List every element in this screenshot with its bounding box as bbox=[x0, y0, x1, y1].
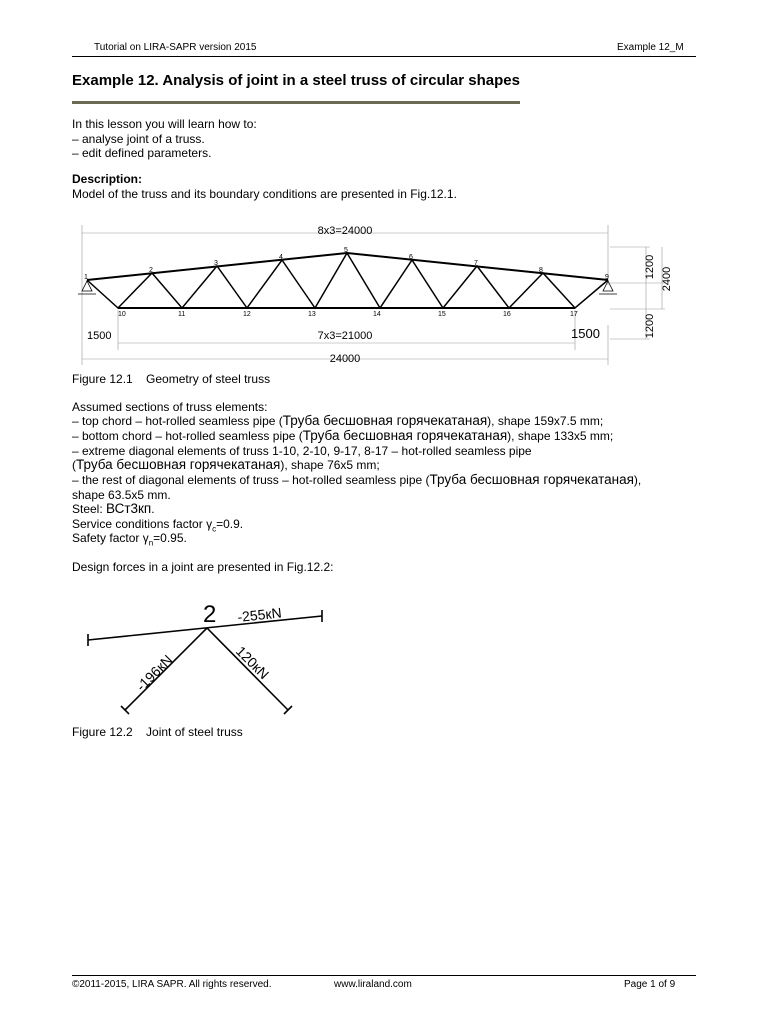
service-conditions-factor: Service conditions factor $\gamma_c=0.9$. bbox=[72, 517, 244, 534]
node-label: 2 bbox=[149, 267, 153, 274]
header-rule bbox=[72, 56, 696, 57]
dim-top: 8x3=24000 bbox=[317, 225, 373, 237]
force-right-diagonal: 120кN bbox=[232, 642, 273, 683]
steel-grade: Steel: ВСт3кп. bbox=[72, 501, 155, 516]
node-label: 9 bbox=[605, 274, 609, 281]
node-label: 13 bbox=[308, 311, 316, 318]
node-label: 15 bbox=[438, 311, 446, 318]
node-label: 4 bbox=[279, 254, 283, 261]
figure-1-caption: Figure 12.1 Geometry of steel truss bbox=[72, 372, 271, 386]
section-extreme-diagonals: – extreme diagonal elements of truss 1-10, 2-10, 9-17, 8-17 – hot-rolled seamless pipe bbox=[72, 444, 532, 458]
header-example-id: Example 12_M bbox=[617, 42, 684, 53]
sections-lead: Assumed sections of truss elements: bbox=[72, 400, 268, 414]
node-label: 16 bbox=[503, 311, 511, 318]
footer-website[interactable]: www.liraland.com bbox=[334, 979, 412, 990]
intro-lead: In this lesson you will learn how to: bbox=[72, 117, 257, 131]
footer-rule bbox=[72, 975, 696, 976]
figure-2-caption: Figure 12.2 Joint of steel truss bbox=[72, 725, 243, 739]
dim-left: 1500 bbox=[87, 330, 112, 342]
dim-v2: 2400 bbox=[661, 266, 673, 292]
node-label: 14 bbox=[373, 311, 381, 318]
truss-geometry-figure bbox=[60, 215, 673, 375]
force-top-chord: -255кN bbox=[236, 604, 283, 625]
node-label: 5 bbox=[344, 247, 348, 254]
node-label: 10 bbox=[118, 311, 126, 318]
dim-bottom: 24000 bbox=[329, 353, 361, 365]
dim-v1: 1200 bbox=[644, 254, 656, 280]
dim-right: 1500 bbox=[571, 326, 600, 341]
page-title: Example 12. Analysis of joint in a steel truss of circular shapes bbox=[72, 72, 520, 89]
dim-mid: 7x3=21000 bbox=[317, 330, 373, 342]
intro-item-2: – edit defined parameters. bbox=[72, 146, 212, 160]
header-doc-title: Tutorial on LIRA-SAPR version 2015 bbox=[94, 42, 257, 53]
title-underline bbox=[72, 101, 520, 104]
node-label: 11 bbox=[178, 311, 186, 318]
description-heading: Description: bbox=[72, 172, 143, 186]
node-label: 3 bbox=[214, 260, 218, 267]
joint-node-label: 2 bbox=[203, 601, 217, 628]
node-label: 8 bbox=[539, 267, 543, 274]
footer-page-number: Page 1 of 9 bbox=[624, 979, 676, 990]
force-left-diagonal: -196кN bbox=[132, 651, 176, 695]
node-label: 12 bbox=[243, 311, 251, 318]
section-bottom-chord: – bottom chord – hot-rolled seamless pipe (Труба бесшовная горячекатаная), shape 133x5 mm; bbox=[72, 428, 614, 443]
footer-copyright: ©2011-2015, LIRA SAPR. All rights reserved. bbox=[72, 979, 272, 990]
node-label: 1 bbox=[84, 274, 88, 281]
section-rest-diagonals: – the rest of diagonal elements of truss – hot-rolled seamless pipe (Труба бесшовная горячекатаная), bbox=[72, 472, 642, 487]
node-label: 17 bbox=[570, 311, 578, 318]
dim-v3: 1200 bbox=[644, 313, 656, 339]
node-label: 7 bbox=[474, 260, 478, 267]
intro-item-1: – analyse joint of a truss. bbox=[72, 131, 205, 146]
description-text: Model of the truss and its boundary conditions are presented in Fig.12.1. bbox=[72, 187, 457, 201]
node-label: 6 bbox=[409, 254, 413, 261]
section-top-chord: – top chord – hot-rolled seamless pipe (Труба бесшовная горячекатаная), shape 159x7.5 mm; bbox=[72, 413, 604, 428]
design-forces-text: Design forces in a joint are presented in Fig.12.2: bbox=[72, 560, 334, 574]
section-extreme-diagonals-shape: (Труба бесшовная горячекатаная), shape 76x5 mm; bbox=[72, 457, 380, 472]
section-rest-shape: shape 63.5x5 mm. bbox=[72, 488, 171, 502]
truss-joint-figure bbox=[80, 590, 340, 720]
safety-factor: Safety factor $\gamma_n=0.95$. bbox=[72, 531, 187, 548]
